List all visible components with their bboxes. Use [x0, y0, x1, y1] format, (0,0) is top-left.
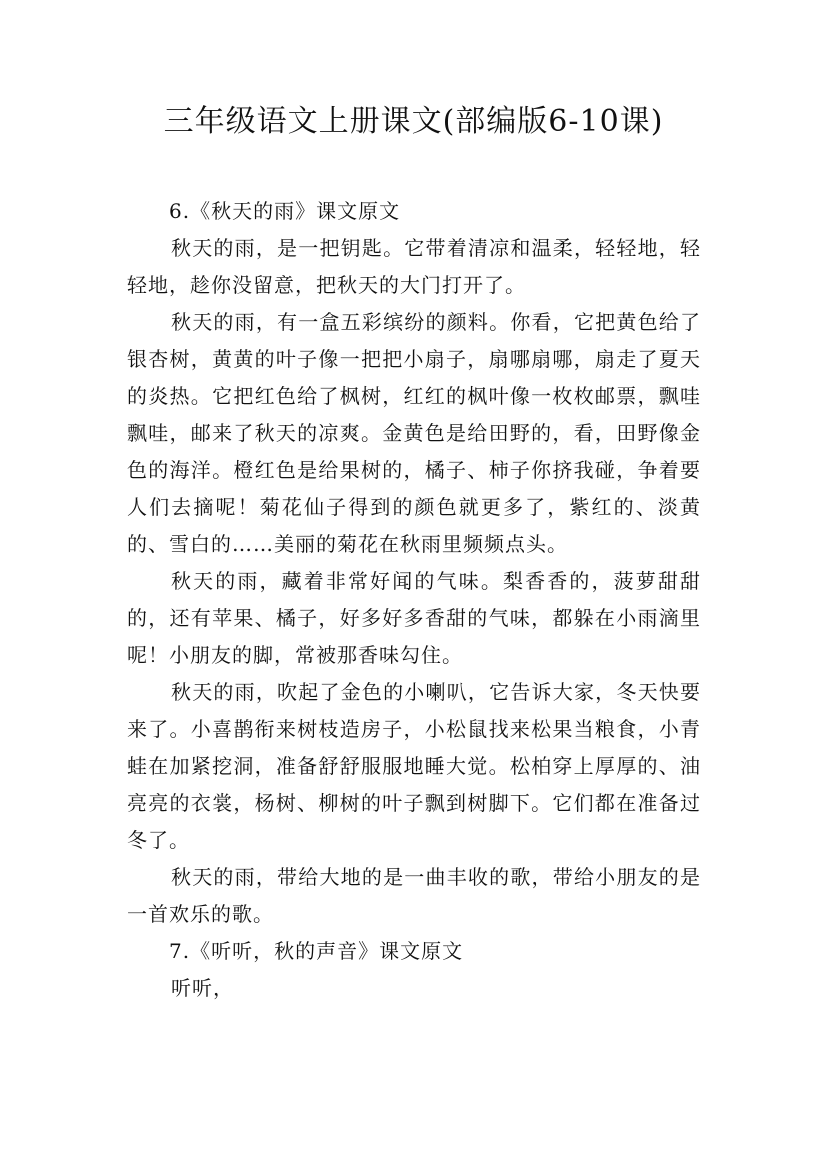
paragraph: 秋天的雨，有一盒五彩缤纷的颜料。你看，它把黄色给了银杏树，黄黄的叶子像一把把小扇子，扇哪扇哪，扇走了夏天的炎热。它把红色给了枫树，红红的枫叶像一枚枚邮票，飘哇飘哇，邮来了秋天的凉爽。金黄色是给田野的，看，田野像金色的海洋。橙红色是给果树的，橘子、柿子你挤我碰，争着要人们去摘呢！菊花仙子得到的颜色就更多了，紫红的、淡黄的、雪白的……美丽的菊花在秋雨里频频点头。: [127, 310, 701, 556]
section-heading: 6.《秋天的雨》课文原文: [169, 199, 401, 223]
paragraph: 听听，: [171, 976, 234, 1000]
paragraph: 秋天的雨，带给大地的是一曲丰收的歌，带给小朋友的是一首欢乐的歌。: [127, 865, 701, 926]
paragraph: 秋天的雨，是一把钥匙。它带着清凉和温柔，轻轻地，轻轻地，趁你没留意，把秋天的大门打开了。: [127, 236, 701, 297]
section-heading: 7.《听听，秋的声音》课文原文: [169, 939, 464, 963]
document-title: 三年级语文上册课文(部编版6-10课): [163, 104, 664, 139]
document-body: [127, 193, 701, 1007]
paragraph: 秋天的雨，藏着非常好闻的气味。梨香香的，菠萝甜甜的，还有苹果、橘子，好多好多香甜的气味，都躲在小雨滴里呢！小朋友的脚，常被那香味勾住。: [127, 569, 701, 667]
paragraph: 秋天的雨，吹起了金色的小喇叭，它告诉大家，冬天快要来了。小喜鹊衔来树枝造房子，小松鼠找来松果当粮食，小青蛙在加紧挖洞，准备舒舒服服地睡大觉。松柏穿上厚厚的、油亮亮的衣裳，杨树、柳树的叶子飘到树脚下。它们都在准备过冬了。: [127, 680, 701, 852]
